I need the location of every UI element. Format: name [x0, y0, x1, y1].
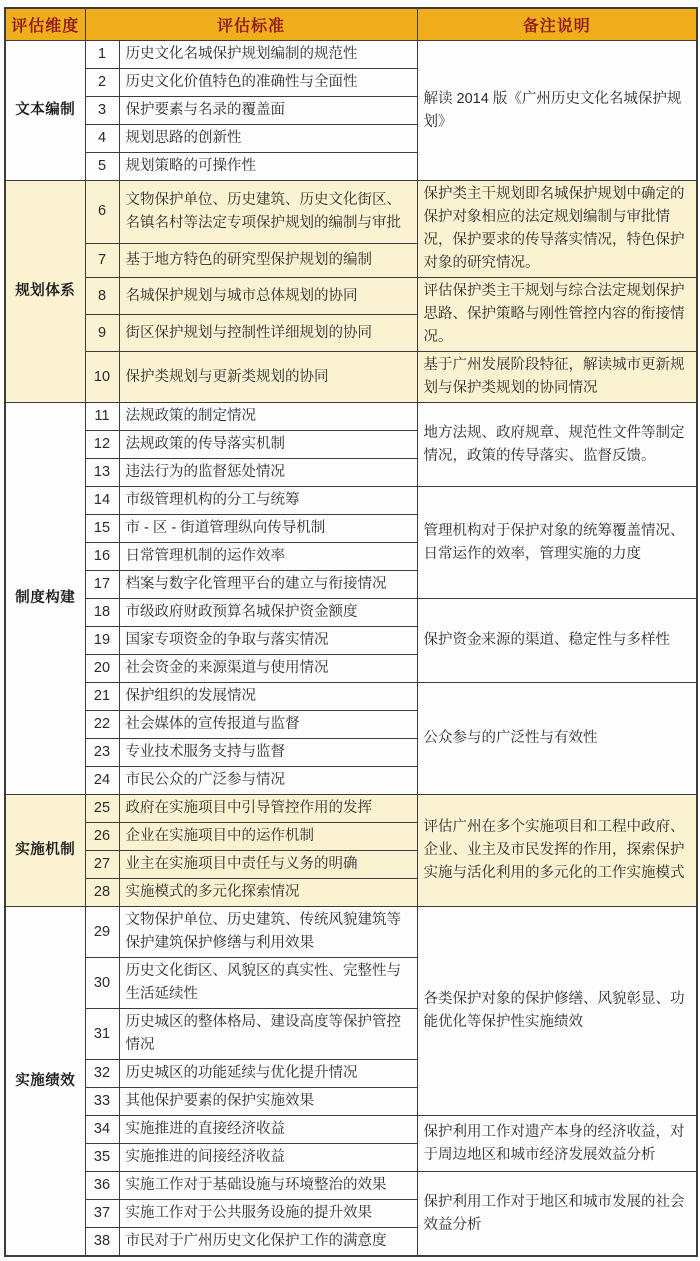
- criteria-cell: 专业技术服务支持与监督: [119, 739, 417, 767]
- remark-cell: 评估广州在多个实施项目和工程中政府、企业、业主及市民发挥的作用，探索保护实施与活化利用的多元化的工作实施模式: [417, 795, 697, 907]
- criteria-cell: 档案与数字化管理平台的建立与衔接情况: [119, 571, 417, 599]
- criteria-cell: 企业在实施项目中的运作机制: [119, 823, 417, 851]
- row-number-cell: 1: [85, 41, 119, 69]
- table-row: [5, 907, 697, 958]
- row-number-cell: 30: [85, 958, 119, 1009]
- header-criteria: 评估标准: [85, 8, 417, 41]
- remark-cell: 公众参与的广泛性与有效性: [417, 683, 697, 795]
- header-dimension: 评估维度: [5, 8, 85, 41]
- remark-cell: 各类保护对象的保护修缮、风貌彰显、功能优化等保护性实施绩效: [417, 907, 697, 1116]
- table-header-row: [5, 8, 697, 41]
- criteria-cell: 历史城区的整体格局、建设高度等保护管控情况: [119, 1009, 417, 1060]
- criteria-cell: 政府在实施项目中引导管控作用的发挥: [119, 795, 417, 823]
- row-number-cell: 31: [85, 1009, 119, 1060]
- criteria-cell: 实施推进的直接经济收益: [119, 1116, 417, 1144]
- criteria-cell: 实施模式的多元化探索情况: [119, 879, 417, 907]
- row-number-cell: 9: [85, 315, 119, 352]
- row-number-cell: 22: [85, 711, 119, 739]
- table-row: [5, 181, 697, 244]
- row-number-cell: 12: [85, 431, 119, 459]
- dimension-cell: 实施机制: [5, 795, 85, 907]
- criteria-cell: 规划思路的创新性: [119, 125, 417, 153]
- row-number-cell: 36: [85, 1172, 119, 1200]
- criteria-cell: 街区保护规划与控制性详细规划的协同: [119, 315, 417, 352]
- criteria-cell: 法规政策的传导落实机制: [119, 431, 417, 459]
- table-body: [5, 41, 697, 1257]
- criteria-cell: 市民公众的广泛参与情况: [119, 767, 417, 795]
- criteria-cell: 市民对于广州历史文化保护工作的满意度: [119, 1228, 417, 1257]
- table-row: [5, 278, 697, 315]
- row-number-cell: 35: [85, 1144, 119, 1172]
- row-number-cell: 6: [85, 181, 119, 244]
- row-number-cell: 11: [85, 403, 119, 431]
- row-number-cell: 10: [85, 352, 119, 403]
- criteria-cell: 基于地方特色的研究型保护规划的编制: [119, 243, 417, 277]
- criteria-cell: 违法行为的监督惩处情况: [119, 459, 417, 487]
- row-number-cell: 32: [85, 1060, 119, 1088]
- criteria-cell: 市 - 区 - 街道管理纵向传导机制: [119, 515, 417, 543]
- criteria-cell: 历史文化街区、风貌区的真实性、完整性与生活延续性: [119, 958, 417, 1009]
- row-number-cell: 13: [85, 459, 119, 487]
- criteria-cell: 市级管理机构的分工与统筹: [119, 487, 417, 515]
- row-number-cell: 7: [85, 243, 119, 277]
- criteria-cell: 保护要素与名录的覆盖面: [119, 97, 417, 125]
- table-row: [5, 795, 697, 823]
- row-number-cell: 2: [85, 69, 119, 97]
- row-number-cell: 24: [85, 767, 119, 795]
- row-number-cell: 25: [85, 795, 119, 823]
- criteria-cell: 业主在实施项目中责任与义务的明确: [119, 851, 417, 879]
- table-row: [5, 487, 697, 515]
- dimension-cell: 文本编制: [5, 41, 85, 181]
- row-number-cell: 3: [85, 97, 119, 125]
- table-row: [5, 41, 697, 69]
- row-number-cell: 38: [85, 1228, 119, 1257]
- criteria-cell: 保护类规划与更新类规划的协同: [119, 352, 417, 403]
- criteria-cell: 历史文化价值特色的准确性与全面性: [119, 69, 417, 97]
- criteria-cell: 社会媒体的宣传报道与监督: [119, 711, 417, 739]
- row-number-cell: 14: [85, 487, 119, 515]
- row-number-cell: 23: [85, 739, 119, 767]
- criteria-cell: 保护组织的发展情况: [119, 683, 417, 711]
- row-number-cell: 34: [85, 1116, 119, 1144]
- row-number-cell: 19: [85, 627, 119, 655]
- criteria-cell: 实施推进的间接经济收益: [119, 1144, 417, 1172]
- row-number-cell: 16: [85, 543, 119, 571]
- row-number-cell: 37: [85, 1200, 119, 1228]
- criteria-cell: 日常管理机制的运作效率: [119, 543, 417, 571]
- table-row: [5, 352, 697, 403]
- remark-cell: 保护类主干规划即名城保护规划中确定的保护对象相应的法定规划编制与审批情况，保护要求的传导落实情况，特色保护对象的研究情况。: [417, 181, 697, 278]
- remark-cell: 管理机构对于保护对象的统筹覆盖情况、日常运作的效率，管理实施的力度: [417, 487, 697, 599]
- criteria-cell: 历史城区的功能延续与优化提升情况: [119, 1060, 417, 1088]
- row-number-cell: 26: [85, 823, 119, 851]
- criteria-cell: 名城保护规划与城市总体规划的协同: [119, 278, 417, 315]
- criteria-cell: 市级政府财政预算名城保护资金额度: [119, 599, 417, 627]
- remark-cell: 保护利用工作对遗产本身的经济收益，对于周边地区和城市经济发展效益分析: [417, 1116, 697, 1172]
- remark-cell: 地方法规、政府规章、规范性文件等制定情况，政策的传导落实、监督反馈。: [417, 403, 697, 487]
- criteria-cell: 社会资金的来源渠道与使用情况: [119, 655, 417, 683]
- table-row: [5, 599, 697, 627]
- header-remark: 备注说明: [417, 8, 697, 41]
- criteria-cell: 国家专项资金的争取与落实情况: [119, 627, 417, 655]
- row-number-cell: 15: [85, 515, 119, 543]
- criteria-cell: 实施工作对于基础设施与环境整治的效果: [119, 1172, 417, 1200]
- criteria-cell: 规划策略的可操作性: [119, 153, 417, 181]
- remark-cell: 评估保护类主干规划与综合法定规划保护思路、保护策略与刚性管控内容的衔接情况。: [417, 278, 697, 352]
- criteria-cell: 文物保护单位、历史建筑、传统风貌建筑等保护建筑保护修缮与利用效果: [119, 907, 417, 958]
- dimension-cell: 实施绩效: [5, 907, 85, 1257]
- row-number-cell: 4: [85, 125, 119, 153]
- dimension-cell: 规划体系: [5, 181, 85, 403]
- row-number-cell: 21: [85, 683, 119, 711]
- table-row: [5, 683, 697, 711]
- row-number-cell: 29: [85, 907, 119, 958]
- evaluation-table: [4, 7, 698, 1257]
- row-number-cell: 28: [85, 879, 119, 907]
- row-number-cell: 5: [85, 153, 119, 181]
- remark-cell: 保护资金来源的渠道、稳定性与多样性: [417, 599, 697, 683]
- remark-cell: 解读 2014 版《广州历史文化名城保护规划》: [417, 41, 697, 181]
- remark-cell: 基于广州发展阶段特征，解读城市更新规划与保护类规划的协同情况: [417, 352, 697, 403]
- criteria-cell: 文物保护单位、历史建筑、历史文化街区、名镇名村等法定专项保护规划的编制与审批: [119, 181, 417, 244]
- row-number-cell: 18: [85, 599, 119, 627]
- table-row: [5, 403, 697, 431]
- criteria-cell: 历史文化名城保护规划编制的规范性: [119, 41, 417, 69]
- row-number-cell: 17: [85, 571, 119, 599]
- table-row: [5, 1116, 697, 1144]
- dimension-cell: 制度构建: [5, 403, 85, 795]
- remark-cell: 保护利用工作对于地区和城市发展的社会效益分析: [417, 1172, 697, 1257]
- row-number-cell: 20: [85, 655, 119, 683]
- row-number-cell: 27: [85, 851, 119, 879]
- row-number-cell: 33: [85, 1088, 119, 1116]
- row-number-cell: 8: [85, 278, 119, 315]
- criteria-cell: 法规政策的制定情况: [119, 403, 417, 431]
- criteria-cell: 实施工作对于公共服务设施的提升效果: [119, 1200, 417, 1228]
- criteria-cell: 其他保护要素的保护实施效果: [119, 1088, 417, 1116]
- table-row: [5, 1172, 697, 1200]
